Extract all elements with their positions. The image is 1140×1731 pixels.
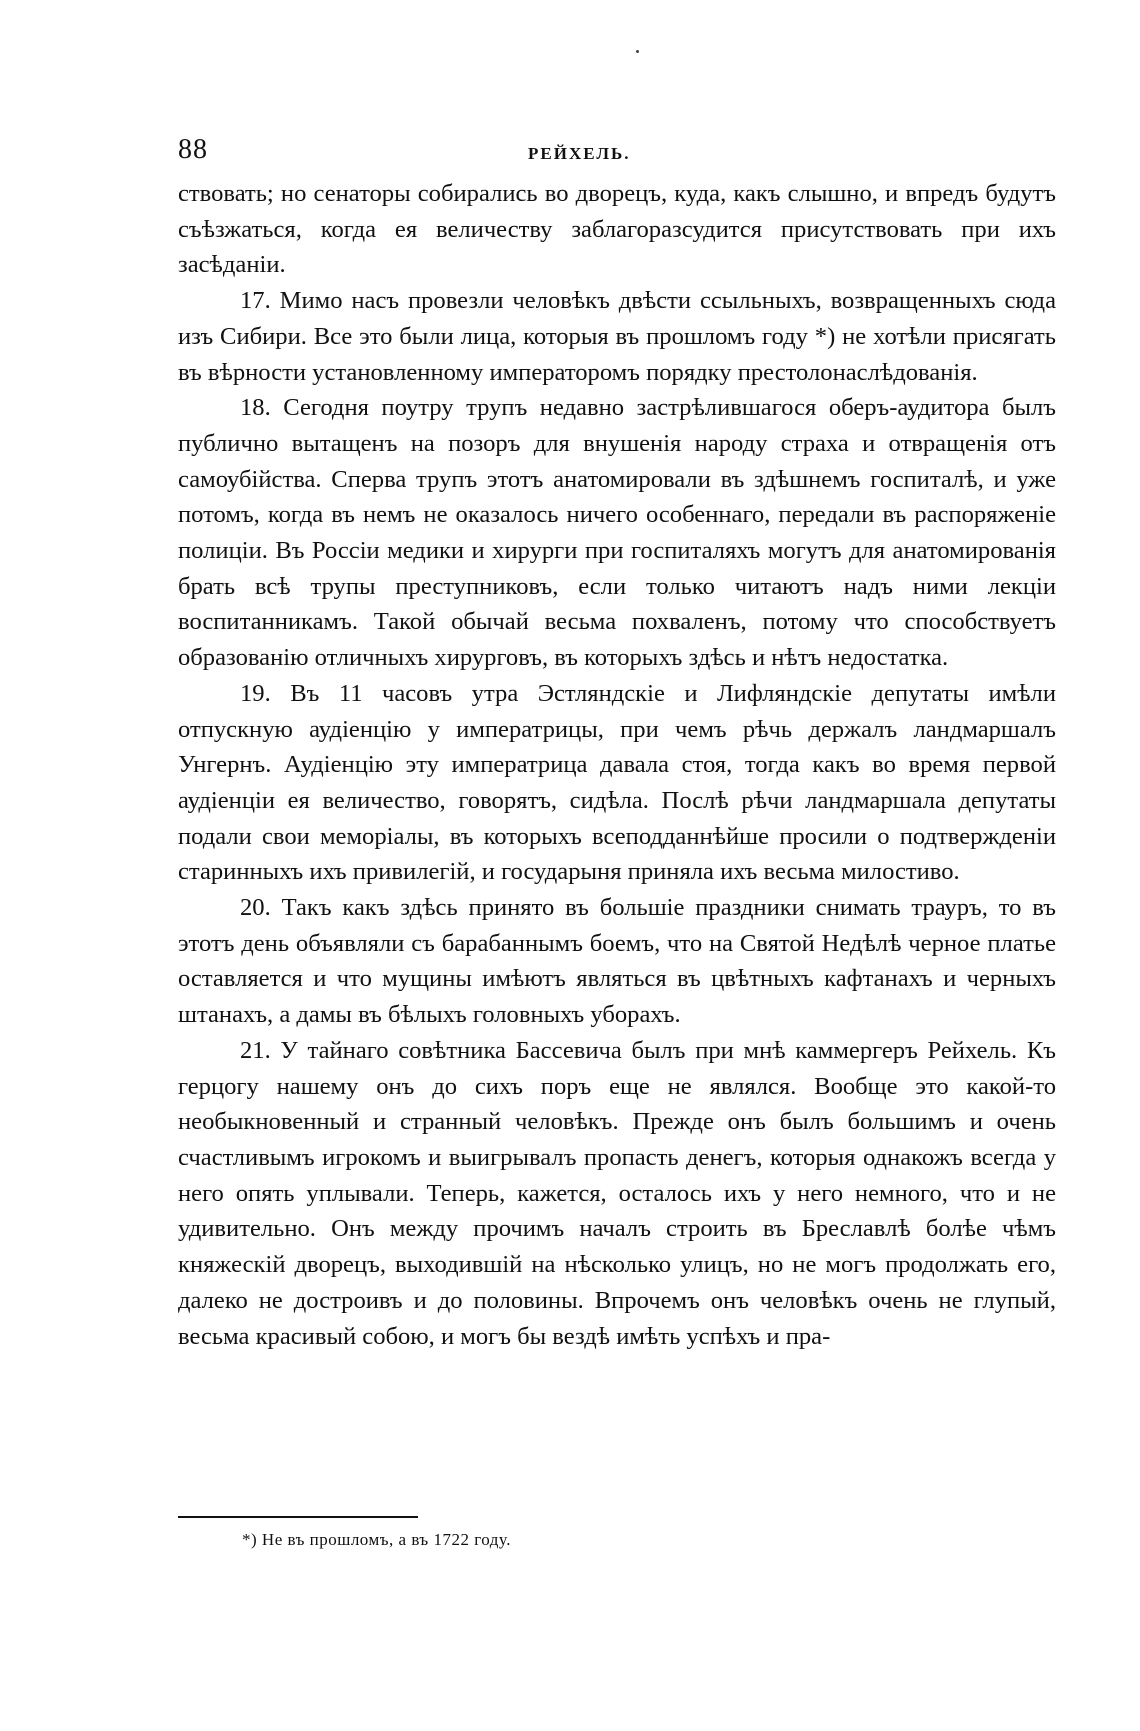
paragraph-18: 18. Сегодня поутру трупъ недавно застрѣлившагося оберъ-аудитора былъ публично вытащенъ на позоръ для внушенія народу страха и отвращенія отъ самоубійства. Сперва трупъ этотъ анатомировали въ здѣшнемъ госпиталѣ, и уже потомъ, когда въ немъ не оказалось ничего особеннаго, передали въ распоряженіе полиціи. Въ Россіи медики и хирурги при госпиталяхъ могутъ для анатомированія брать всѣ трупы преступниковъ, если только читаютъ надъ ними лекціи воспитанникамъ. Такой обычай весьма похваленъ, потому что способствуетъ образованію отличныхъ хирурговъ, въ которыхъ здѣсь и нѣтъ недостатка. xyxy=(178,394,1056,672)
page-header xyxy=(178,134,1056,174)
paragraph-20: 20. Такъ какъ здѣсь принято въ большіе праздники снимать трауръ, то въ этотъ день объявляли съ барабаннымъ боемъ, что на Святой Недѣлѣ черное платье оставляется и что мущины имѣютъ являться въ цвѣтныхъ кафтанахъ и черныхъ штанахъ, а дамы въ бѣлыхъ головныхъ уборахъ. xyxy=(178,894,1056,1029)
paragraph-17: 17. Мимо насъ провезли человѣкъ двѣсти ссыльныхъ, возвращенныхъ сюда изъ Сибири. Все это были лица, которыя въ прошломъ году *) не хотѣли присягать въ вѣрности установленному императоромъ порядку престолонаслѣдованія. xyxy=(178,287,1056,386)
footnote: *) Не въ прошломъ, а въ 1722 году. xyxy=(242,1530,511,1549)
running-head: РЕЙХЕЛЬ. xyxy=(528,144,631,163)
paragraph-19: 19. Въ 11 часовъ утра Эстляндскіе и Лифляндскіе депутаты имѣли отпускную аудіенцію у императрицы, при чемъ рѣчь держалъ ландмаршалъ Унгернъ. Аудіенцію эту императрица давала стоя, тогда какъ во время первой аудіенціи ея величество, говорятъ, сидѣла. Послѣ рѣчи ландмаршала депутаты подали свои меморіалы, въ которыхъ всеподданнѣйше просили о подтвержденіи старинныхъ ихъ привилегій, и государыня приняла ихъ весьма милостиво. xyxy=(178,679,1056,886)
page-number: 88 xyxy=(178,134,208,165)
paragraph-continuation: ствовать; но сенаторы собирались во дворецъ, куда, какъ слышно, и впредъ будутъ съѣзжаться, когда ея величеству заблагоразсудится присутствовать при ихъ засѣданіи. xyxy=(178,180,1056,279)
paragraph-21: 21. У тайнаго совѣтника Бассевича былъ при мнѣ каммергеръ Рейхель. Къ герцогу нашему онъ до сихъ поръ еще не являлся. Вообще это какой-то необыкновенный и странный человѣкъ. Прежде онъ былъ большимъ и очень счастливымъ игрокомъ и выигрывалъ пропасть денегъ, которыя однакожъ всегда у него опять уплывали. Теперь, кажется, осталось ихъ у него немного, что и не удивительно. Онъ между прочимъ началъ строить въ Бреславлѣ болѣе чѣмъ княжескій дворецъ, выходившій на нѣсколько улицъ, но не могъ продолжать его, далеко не достроивъ и до половины. Впрочемъ онъ человѣкъ очень не глупый, весьма красивый собою, и могъ бы вездѣ имѣть успѣхъ и пра- xyxy=(178,1036,1056,1350)
print-speck xyxy=(636,50,639,53)
body-text xyxy=(178,176,1056,1354)
footnote-divider xyxy=(178,1516,418,1518)
book-page xyxy=(178,0,1056,1731)
